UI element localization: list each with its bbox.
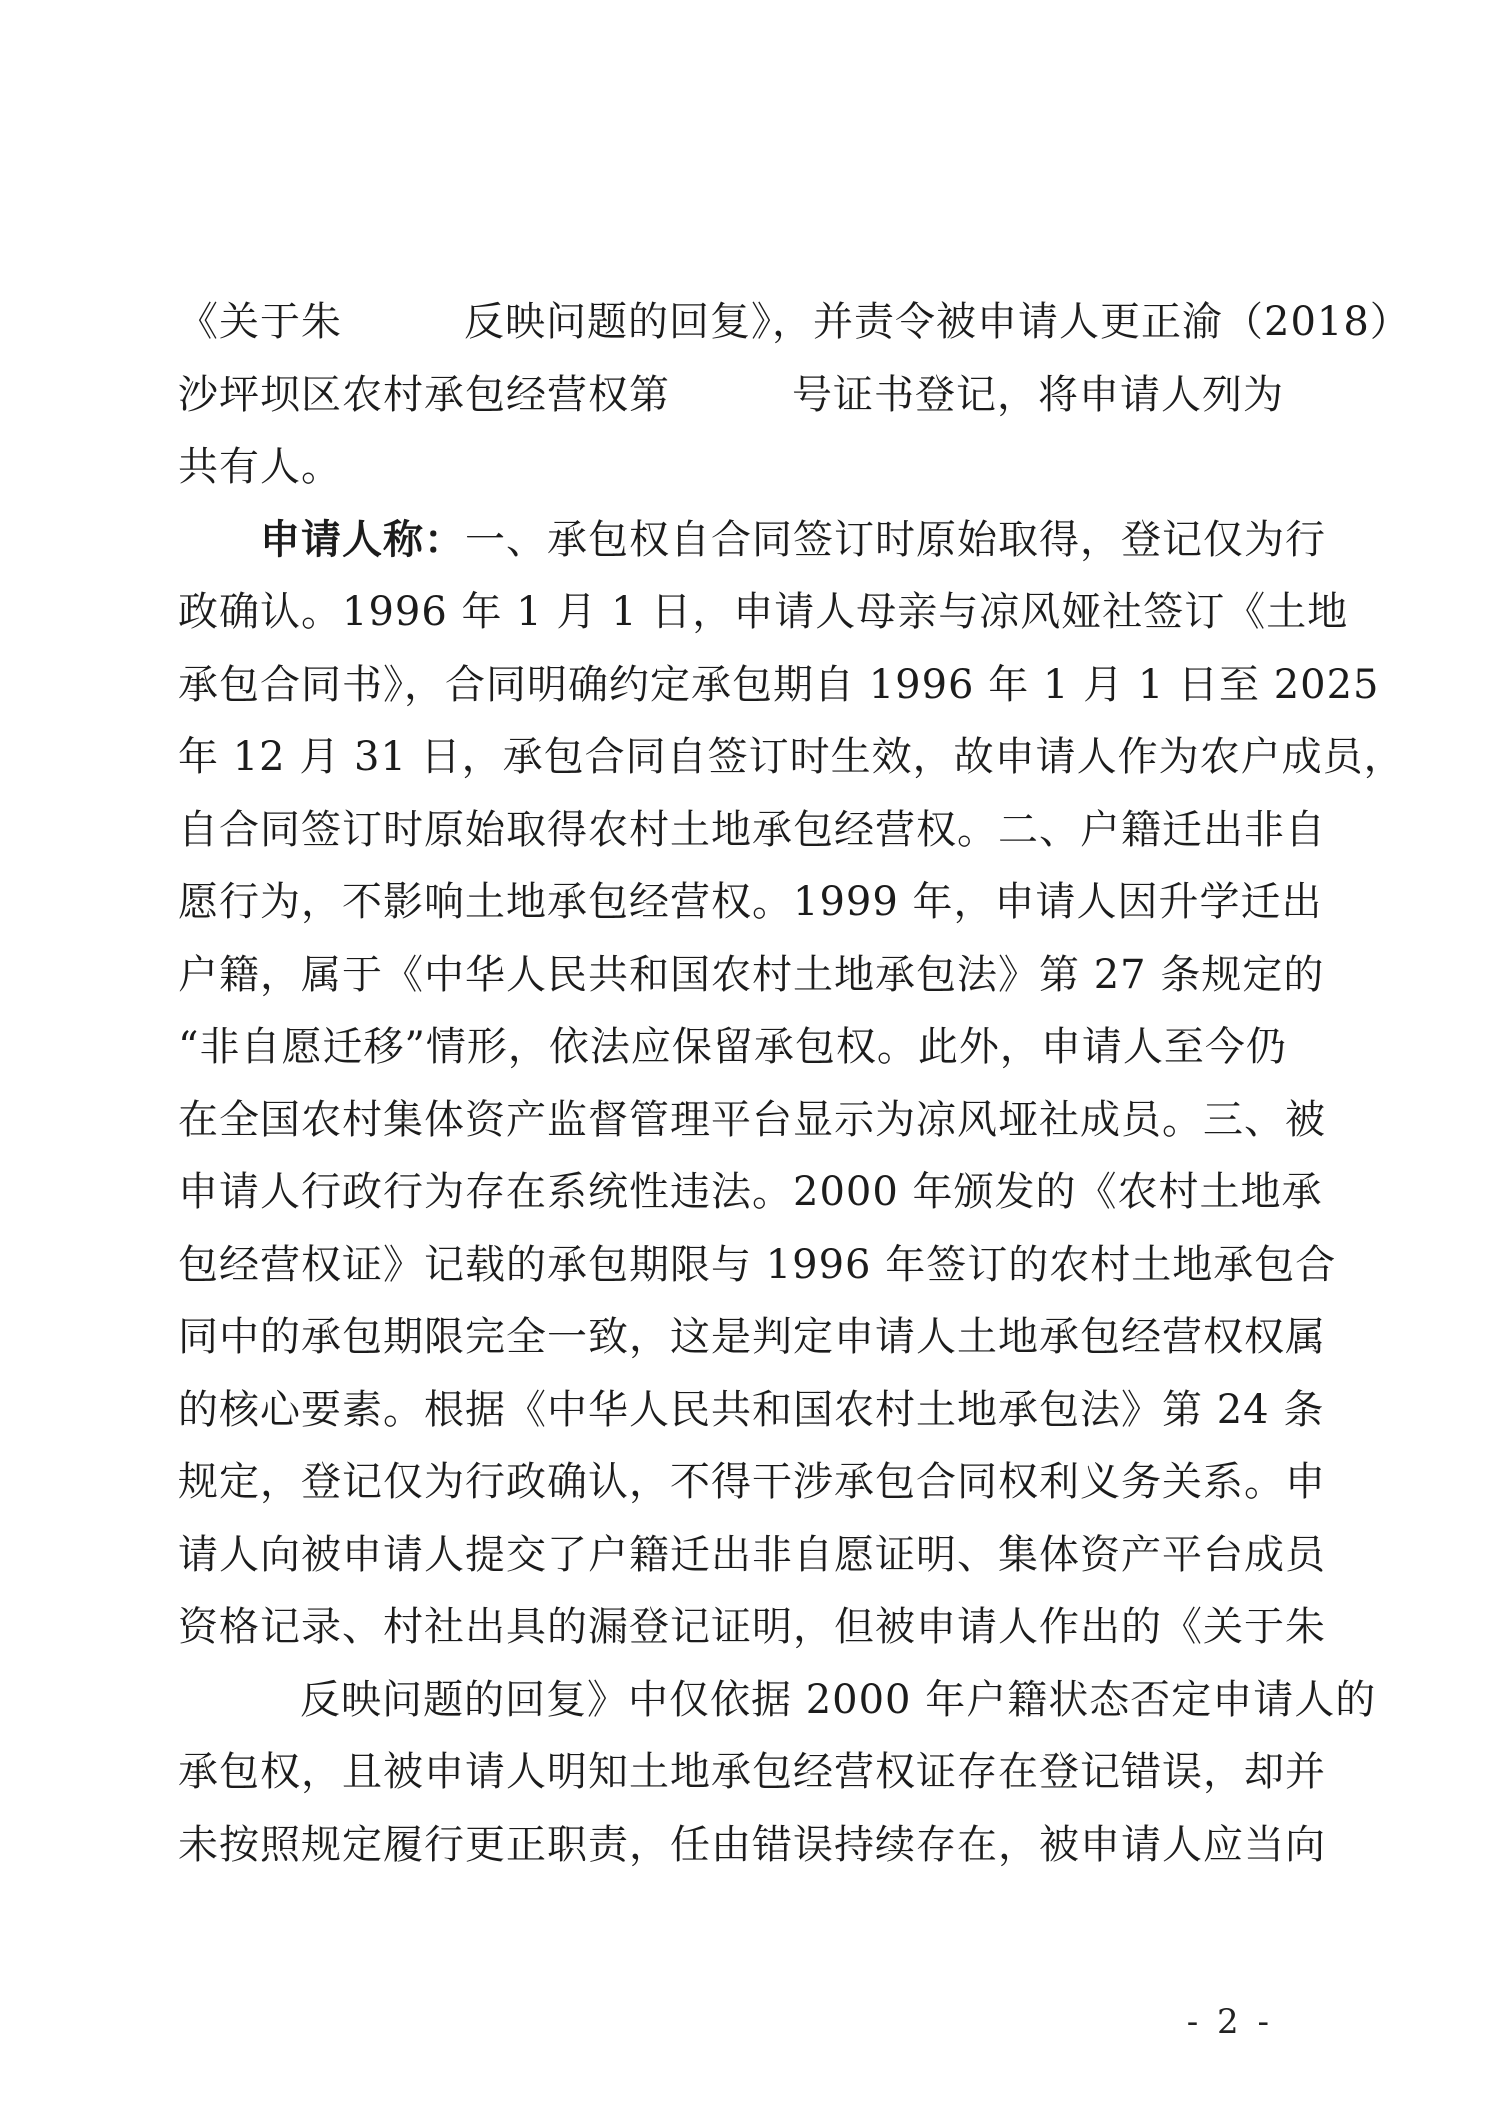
text-line-18: 请人向被申请人提交了户籍迁出非自愿证明、集体资产平台成员 [178, 1531, 1326, 1578]
text-line-8: 自合同签订时原始取得农村土地承包经营权。二、户籍迁出非自 [178, 806, 1326, 853]
text-line-15: 同中的承包期限完全一致，这是判定申请人土地承包经营权权属 [178, 1314, 1326, 1360]
applicant-claims-heading: 申请人称： [260, 515, 465, 563]
text-line-4 [178, 504, 1326, 577]
text-segment: 一、承包权自合同签订时原始取得，登记仅为行 [465, 516, 1326, 563]
text-line-10: 户籍，属于《中华人民共和国农村土地承包法》第 27 条规定的 [178, 951, 1325, 998]
text-line-1 [178, 286, 1411, 359]
text-segment: 沙坪坝区农村承包经营权第 [178, 371, 670, 418]
body-text [178, 286, 1411, 1881]
text-line-7: 年 12 月 31 日，承包合同自签订时生效，故申请人作为农户成员， [178, 734, 1405, 780]
text-segment: 反映问题的回复》中仅依据 2000 年户籍状态否定申请人的 [300, 1676, 1377, 1723]
text-line-13: 申请人行政行为存在系统性违法。2000 年颁发的《农村土地承 [178, 1169, 1323, 1215]
text-segment: 反映问题的回复》，并责令被申请人更正渝（2018） [464, 299, 1411, 345]
text-line-19: 资格记录、村社出具的漏登记证明，但被申请人作出的《关于朱 [178, 1604, 1326, 1650]
text-line-14: 包经营权证》记载的承包期限与 1996 年签订的农村土地承包合 [178, 1241, 1337, 1288]
text-line-6: 承包合同书》，合同明确约定承包期自 1996 年 1 月 1 日至 2025 [178, 661, 1380, 708]
text-line-20 [178, 1664, 1377, 1737]
text-segment: 号证书登记，将申请人列为 [792, 371, 1284, 418]
text-line-3: 共有人。 [178, 444, 342, 490]
text-line-16: 的核心要素。根据《中华人民共和国农村土地承包法》第 24 条 [178, 1386, 1325, 1433]
text-line-22: 未按照规定履行更正职责，任由错误持续存在，被申请人应当向 [178, 1821, 1326, 1868]
text-segment: 《关于朱 [178, 299, 342, 345]
text-line-5: 政确认。1996 年 1 月 1 日，申请人母亲与凉风娅社签订《土地 [178, 589, 1349, 635]
text-line-17: 规定，登记仅为行政确认，不得干涉承包合同权利义务关系。申 [178, 1459, 1326, 1505]
page-number: - 2 - [1186, 2002, 1273, 2042]
text-line-21: 承包权，且被申请人明知土地承包经营权证存在登记错误，却并 [178, 1749, 1326, 1795]
text-line-12: 在全国农村集体资产监督管理平台显示为凉风垭社成员。三、被 [178, 1096, 1326, 1143]
text-line-2 [178, 359, 1284, 432]
text-line-11: “非自愿迁移”情形，依法应保留承包权。此外，申请人至今仍 [178, 1024, 1287, 1070]
text-line-9: 愿行为，不影响土地承包经营权。1999 年，申请人因升学迁出 [178, 879, 1323, 925]
